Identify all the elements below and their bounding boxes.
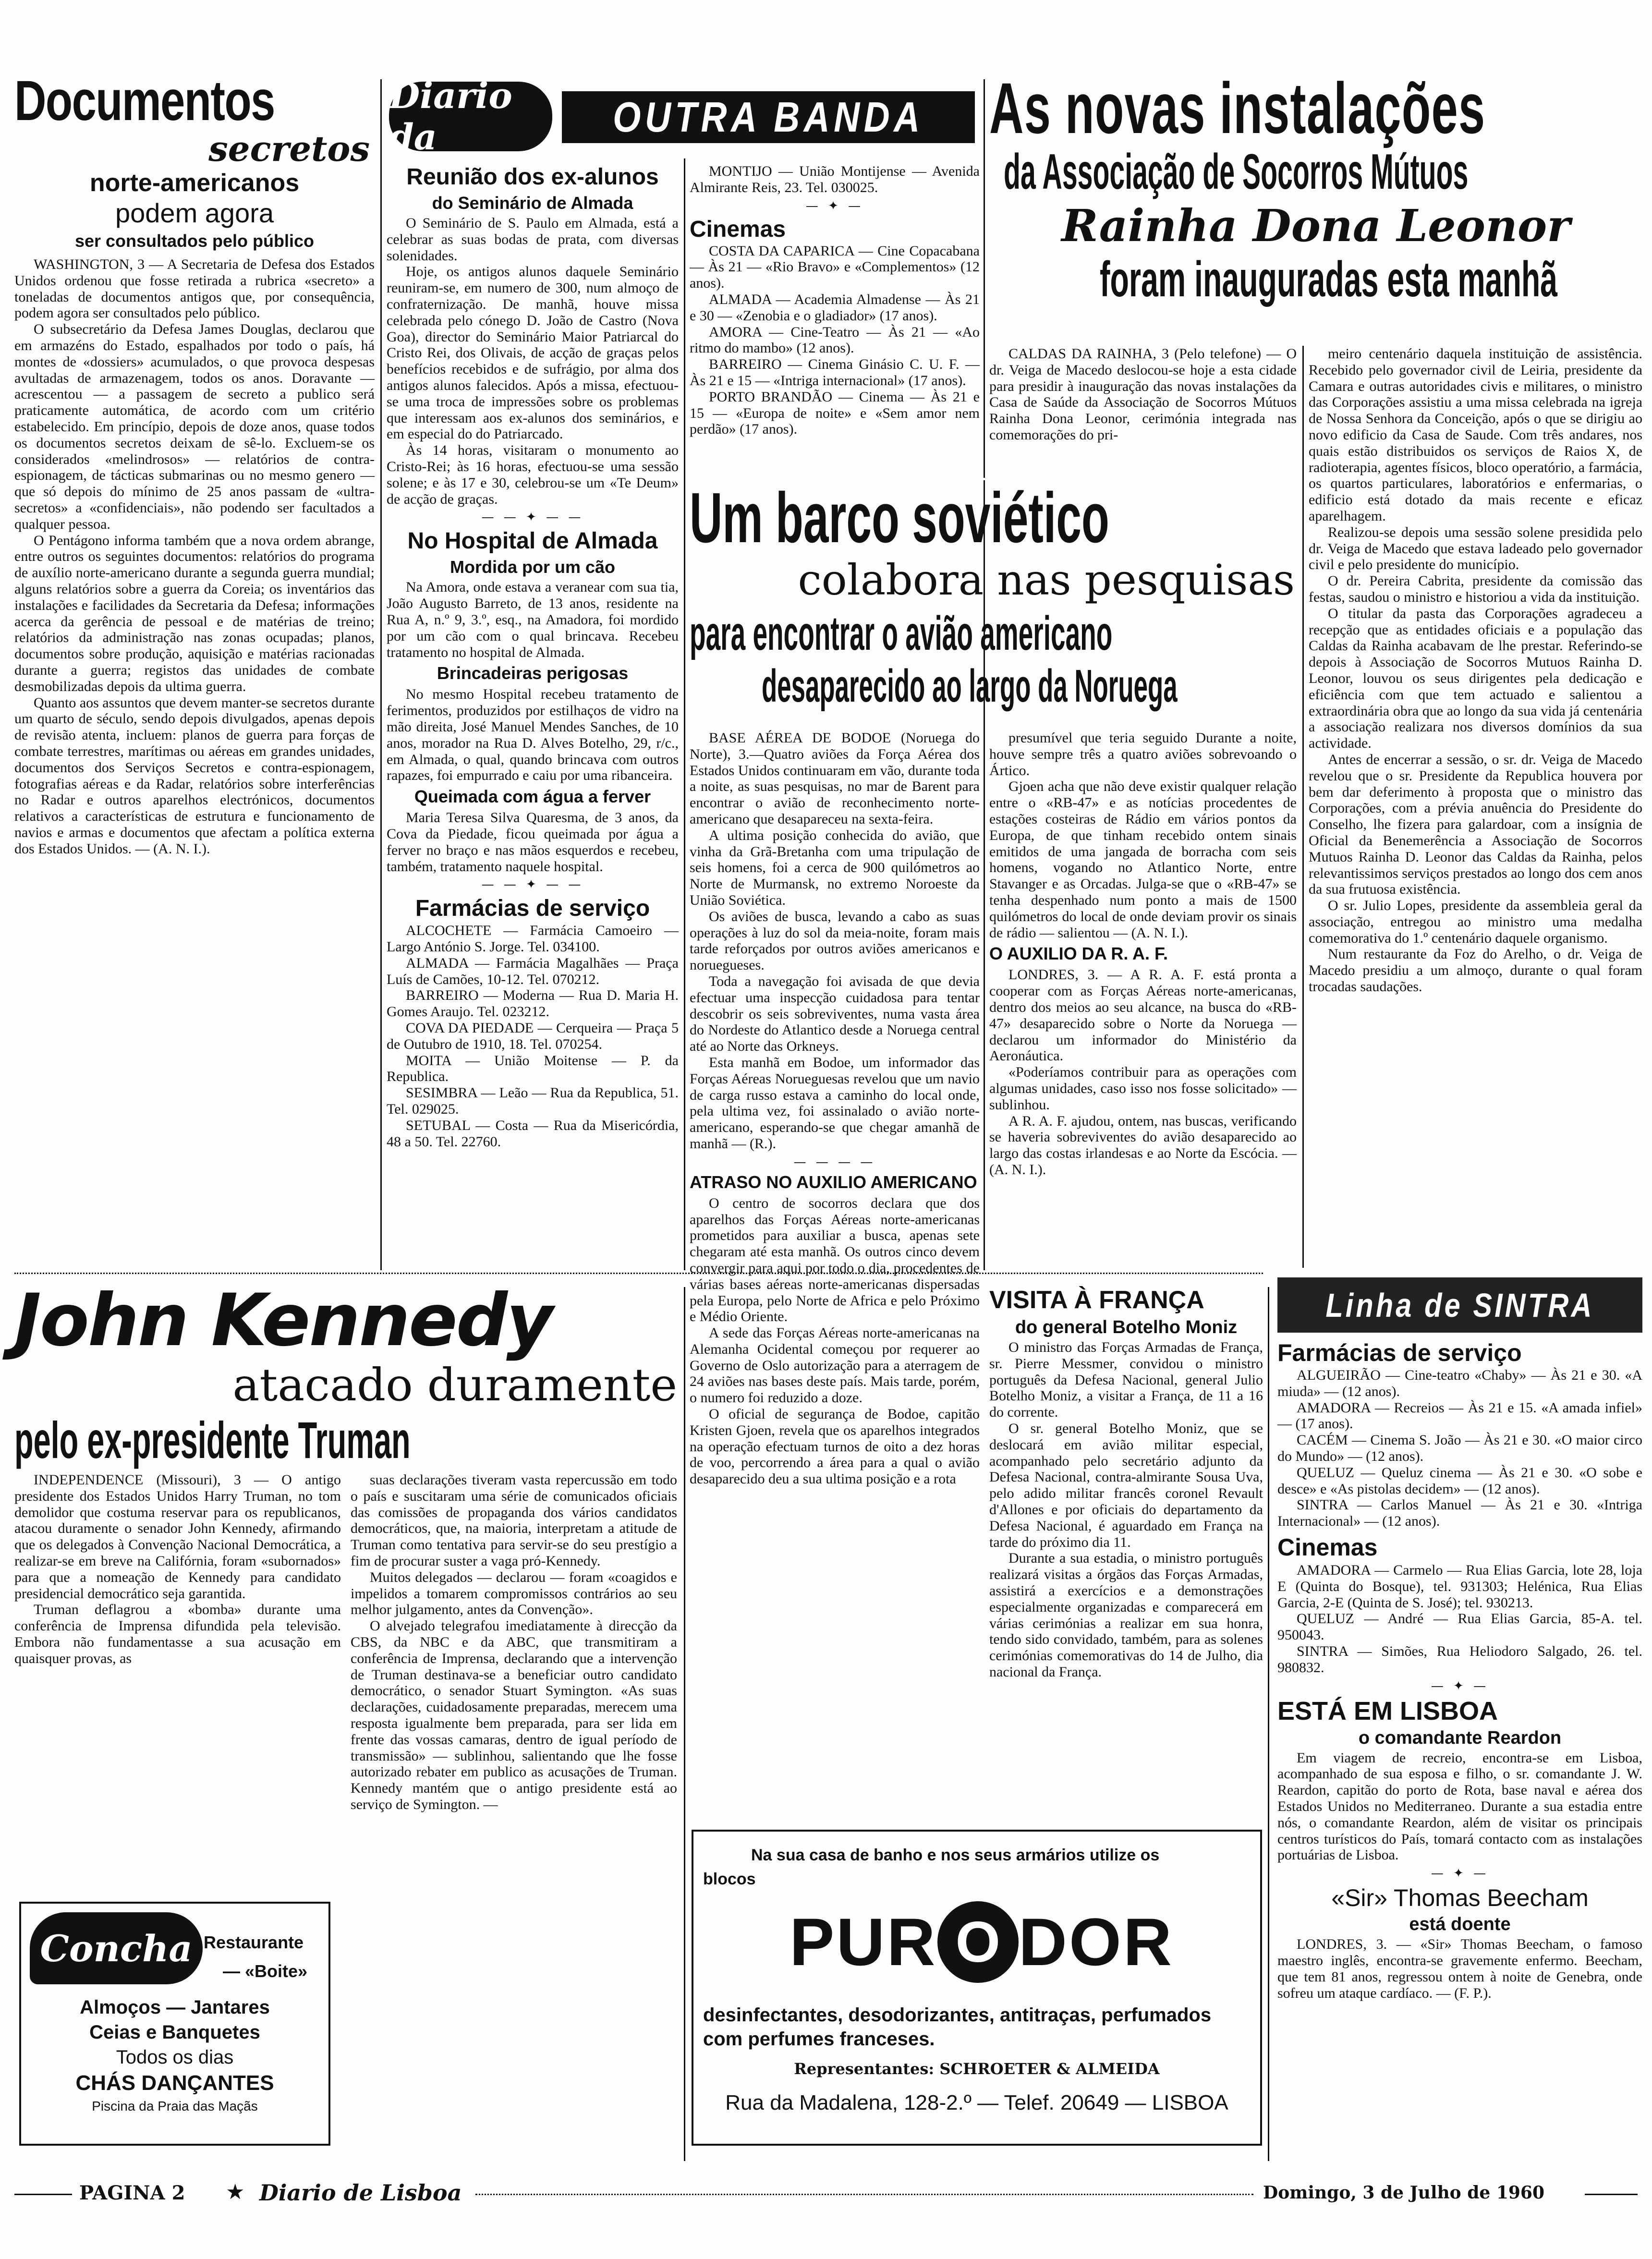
separator: — ✦ — bbox=[1431, 1678, 1489, 1693]
article-body bbox=[989, 346, 1297, 443]
paragraph: A ultima posição conhecida do avião, que vinha da Grã-Bretanha com uma tripulação de seis homens, foi a cerca de 900 quilómetros ao Norte de Murmansk, no extremo Noroeste da União Soviética. bbox=[690, 827, 980, 908]
ad-text: com perfumes franceses. bbox=[703, 2028, 935, 2050]
headline: VISITA À FRANÇA bbox=[989, 1286, 1204, 1314]
article-body bbox=[14, 1472, 341, 1667]
article-body bbox=[1277, 1936, 1642, 2001]
headline-farmacias-sintra: Farmácias de serviço bbox=[1277, 1339, 1522, 1366]
listing-item: ALCOCHETE — Farmácia Camoeiro — Largo António S. Jorge. Tel. 034100. bbox=[387, 923, 679, 955]
paragraph: Num restaurante da Foz do Arelho, o dr. Veiga de Macedo presidiu a um almoço, durante o qual foram trocadas saudações. bbox=[1309, 946, 1642, 995]
listing-item: AMORA — Cine-Teatro — Às 21 — «Ao ritmo do mambo» (12 anos). bbox=[690, 324, 980, 356]
paragraph: A R. A. F. ajudou, ontem, nas buscas, verificando se haveria sobreviventes do avião desaparecido ao largo das costas irlandesas e ao Norte da Escócia. — (A. N. I.). bbox=[989, 1113, 1297, 1178]
headline-cinemas: Cinemas bbox=[690, 216, 786, 242]
headline: pelo ex-presidente Truman bbox=[14, 1411, 411, 1469]
paragraph: Muitos delegados — declarou — foram «coagidos e impelidos a tomarem compromissos contrários ao seu melhor julgamento, antes da Convenção». bbox=[351, 1569, 677, 1618]
page-footer bbox=[14, 2178, 1642, 2211]
sintra-banner: Linha de SINTRA bbox=[1277, 1277, 1642, 1333]
ad-text: — «Boite» bbox=[223, 1961, 308, 1981]
headline: Rainha Dona Leonor bbox=[1061, 200, 1570, 252]
article-instalacoes-col2 bbox=[1309, 346, 1642, 1273]
listing-item: COSTA DA CAPARICA — Cine Copacabana — Às 21 — «Rio Bravo» e «Complementos» (12 anos). bbox=[690, 243, 980, 291]
paragraph: BASE AÉREA DE BODOE (Noruega do Norte), 3.—Quatro aviões da Força Aérea dos Estados Unidos continuaram em vão, durante toda a noite, as suas pesquisas, no mar de Barent para encontrar o avião de reconhecimento norte-americano que desapareceu na sexta-feira. bbox=[690, 730, 980, 827]
headline: John Kennedy bbox=[14, 1279, 552, 1362]
column-rule bbox=[380, 79, 382, 1270]
listing bbox=[690, 243, 980, 438]
article-body bbox=[14, 256, 375, 857]
paragraph: LONDRES, 3. — A R. A. F. está pronta a cooperar com as Forças Aéreas norte-americanas, dentro dos meios ao seu alcance, na busca do «RB-47» desaparecido sobre o Norte da Noruega — declarou um informador do Ministério da Aeronáutica. bbox=[989, 967, 1297, 1064]
listing-item: CACÉM — Cinema S. João — Às 21 e 30. «O maior circo do Mundo» — (12 anos). bbox=[1277, 1432, 1642, 1464]
paragraph: O Seminário de S. Paulo em Almada, está a celebrar as suas bodas de prata, com diversas solenidades. bbox=[387, 215, 679, 264]
article-body bbox=[387, 215, 679, 507]
ad-text: Restaurante bbox=[204, 1932, 304, 1952]
column-rule bbox=[684, 1287, 685, 2161]
paragraph: WASHINGTON, 3 — A Secretaria de Defesa dos Estados Unidos ordenou que fosse retirada a rubrica «secreto» a toneladas de documentos antigos que, por consequência, podem agora ser consultados pelo público. bbox=[14, 256, 375, 321]
subheadline: o comandante Reardon bbox=[1358, 1727, 1562, 1748]
subheadline: do general Botelho Moniz bbox=[1015, 1317, 1238, 1337]
paragraph: Antes de encerrar a sessão, o sr. dr. Veiga de Macedo revelou que o sr. Presidente da Republica houvera por bem dar deferimento à proposta que o ministro das Corporações, com a prévia anuência do Presidente do Conselho, lhe fizera para galardoar, com a insígnia de Oficial da Benemerência a Associação de Socorros Mutuos Rainha D. Leonor das Caldas da Rainha, pelos relevantissimos serviços prestados ao longo dos cem anos da sua frutuosa existência. bbox=[1309, 751, 1642, 898]
concha-logo: Concha bbox=[30, 1912, 203, 1984]
column-banda-right bbox=[690, 163, 980, 475]
article-body bbox=[351, 1472, 677, 1813]
headline: desaparecido ao largo da Noruega bbox=[762, 660, 1178, 712]
paragraph: O sr. general Botelho Moniz, que se deslocará em avião militar especial, acompanhado pelo secretário adjunto da Defesa Nacional, contra-almirante Sousa Uva, pelo adido militar francês coronel Revault d'Allones e por oficiais do departamento da Defesa Nacional, é aguardado em França na tarde do próximo dia 11. bbox=[989, 1420, 1263, 1550]
ad-concha bbox=[19, 1902, 330, 2146]
paragraph: O oficial de segurança de Bodoe, capitão Kristen Gjoen, revela que os aparelhos integrados na operação efectuam turnos de oito a dez horas de voo, percorrendo a área para a qual o avião desaparecido deu a sua ultima posição e a rota bbox=[690, 1406, 980, 1487]
paragraph: Toda a navegação foi avisada de que devia efectuar uma inspecção cuidadosa para tentar descobrir os seis sobreviventes, numa vasta área do Nordeste do Atlantico desde a Noruega central até ao Norte das Orkneys. bbox=[690, 973, 980, 1055]
column-rule bbox=[984, 79, 985, 478]
paragraph: O sr. Julio Lopes, presidente da assembleia geral da associação, entregou ao ministro uma medalha comemorativa do 1.º centenário daquele organismo. bbox=[1309, 898, 1642, 946]
ad-text: desinfectantes, desodorizantes, antitraças, perfumados bbox=[703, 2004, 1212, 2026]
listing-item: MONTIJO — União Montijense — Avenida Almirante Reis, 23. Tel. 030025. bbox=[690, 163, 980, 195]
paragraph: Gjoen acha que não deve existir qualquer relação entre o «RB-47» e as notícias procedentes de estações costeiras de Rádio em vários pontos da Europa, de que tinham recebido ontem sinais emitidos de uma jangada de borracha com seis homens, vogando no Atlantico Norte, entre Stavanger e as Orcadas. Julga-se que o «RB-47» se tenha despenhado num ponto a mais de 1500 quilómetros do local de onde deviam provir os sinais de rádio — salientou — (A. N. I.). bbox=[989, 778, 1297, 941]
article-body bbox=[690, 730, 980, 1152]
listing bbox=[1277, 1367, 1642, 1530]
article-barco-headline bbox=[690, 478, 1300, 732]
headline-hospital: No Hospital de Almada bbox=[407, 528, 658, 554]
paragraph: Em viagem de recreio, encontra-se em Lisboa, acompanhado de sua esposa e filho, o sr. comandante J. W. Reardon, capitão do porto de Rota, base naval e aérea dos Estados Unidos no Mediterraneo. Durante a sua estadia entre nós, o comandante Reardon, além de visitar os principais centros turísticos do País, tomará contacto com as instalações portuárias de Lisboa. bbox=[1277, 1749, 1642, 1863]
headline: Documentos bbox=[14, 69, 275, 133]
paragraph: Truman deflagrou a «bomba» durante uma conferência de Imprensa difundida pela televisão. Embora não fundamentasse a sua acusação em quaisquer provas, as bbox=[14, 1602, 341, 1666]
listing-item: QUELUZ — André — Rua Elias Garcia, 85-A. tel. 950043. bbox=[1277, 1611, 1642, 1643]
article-documentos bbox=[14, 69, 375, 1268]
star-icon: ★ bbox=[226, 2180, 245, 2204]
subheadline-raf: O AUXILIO DA R. A. F. bbox=[989, 944, 1168, 964]
paragraph: meiro centenário daquela instituição de assistência. Recebido pelo governador civil de Leiria, presidente da Camara e outras autoridades civis e militares, o ministro das Corporações assistiu a uma missa celebrada na igreja de Nossa Senhora da Conceição, após o que se dirigiu ao novo edificio da Casa de Saude. Com três andares, nos quais estão distribuidos os serviços de Raios X, de radioterapia, agentes físicos, bloco operatório, a farmácia, os quartos particulares, laboratórios e enfermarias, o edificio está dotado da mais recente e eficaz aparelhagem. bbox=[1309, 346, 1642, 524]
subheadline-atraso: ATRASO NO AUXILIO AMERICANO bbox=[690, 1172, 977, 1192]
listing-item: SESIMBRA — Leão — Rua da Republica, 51. Tel. 029025. bbox=[387, 1085, 679, 1117]
article-kennedy-col1 bbox=[14, 1472, 341, 1837]
listing bbox=[690, 163, 980, 196]
article-body bbox=[387, 579, 679, 660]
separator: — ✦ — bbox=[805, 198, 864, 213]
separator: — — — — bbox=[793, 1154, 876, 1169]
subheadline: Queimada com água a ferver bbox=[414, 787, 651, 807]
paragraph: Durante a sua estadia, o ministro português realizará visitas a órgãos das Forças Armadas, assistirá a exercícios e a demonstrações especialmente organizadas e comparecerá em várias cerimónias a realizar em sua honra, tendo sido convidado, também, para as solenes cerimónias comemorativas do 14 de Julho, dia nacional da França. bbox=[989, 1550, 1263, 1680]
headline: para encontrar o avião americano bbox=[690, 607, 1113, 660]
paper-name: Diario de Lisboa bbox=[259, 2180, 462, 2206]
article-body bbox=[387, 810, 679, 874]
purodor-logo: PUR O DOR bbox=[790, 1894, 1174, 1990]
listing-item: AMADORA — Recreios — Às 21 e 15. «A amada infiel» — (17 anos). bbox=[1277, 1399, 1642, 1432]
article-body bbox=[690, 1195, 980, 1487]
paragraph: Os aviões de busca, levando a cabo as suas operações à luz do sol da meia-noite, foram mais tarde reforçados por outros aviões americanos e noruegueses. bbox=[690, 908, 980, 973]
listing-item: MOITA — União Moitense — P. da Republica. bbox=[387, 1052, 679, 1085]
article-barco-col2 bbox=[989, 730, 1297, 1268]
paragraph: A sede das Forças Aéreas norte-americanas na Alemanha Ocidental começou por requerer ao Governo de Oslo autorização para a aterragem de 24 aviões nas bases deste país. Mais tarde, porém, o numero foi reduzido a doze. bbox=[690, 1325, 980, 1406]
column-banda-left bbox=[387, 163, 679, 1268]
paragraph: O titular da pasta das Corporações agradeceu a recepção que as entidades oficiais e a população das Caldas da Rainha acabavam de lhe prestar. Referindo-se depois à Associação de Socorros Mutuos Rainha D. Leonor, louvou os seus dirigentes pela dedicação e eficiência com que tem actuado e salientou a extraordinária obra que ao longo da sua vida já centenária a associação realizara nos diversos domínios da sua actividade. bbox=[1309, 605, 1642, 752]
article-body bbox=[989, 1339, 1263, 1680]
listing-item: SINTRA — Carlos Manuel — Às 21 e 30. «Intriga Internacional» — (12 anos). bbox=[1277, 1497, 1642, 1530]
separator: — — ✦ — — bbox=[481, 877, 584, 892]
article-body bbox=[387, 686, 679, 784]
headline-beecham: «Sir» Thomas Beecham bbox=[1331, 1884, 1589, 1912]
paragraph: presumível que teria seguido Durante a noite, houve sempre três a quatro aviões sobrevoando o Ártico. bbox=[989, 730, 1297, 778]
headline-esta-lisboa: ESTÁ EM LISBOA bbox=[1277, 1696, 1498, 1725]
article-kennedy-col2 bbox=[351, 1472, 677, 2159]
headline: As novas instalações bbox=[989, 68, 1486, 148]
page-number: PAGINA 2 bbox=[79, 2182, 185, 2204]
paragraph: Esta manhã em Bodoe, um informador das Forças Aéreas Norueguesas revelou que um navio de carga russo estava a caminho do local onde, pela ultima vez, foi assinalado o avião norte-americano, esperando-se que chegar amanhã de manhã — (R.). bbox=[690, 1054, 980, 1152]
article-body bbox=[989, 967, 1297, 1178]
listing bbox=[1277, 1562, 1642, 1676]
headline-italic: secretos bbox=[208, 128, 370, 169]
listing-item: ALGUEIRÃO — Cine-teatro «Chaby» — Às 21 e 30. «A miuda» — (12 anos). bbox=[1277, 1367, 1642, 1399]
article-barco-col1 bbox=[690, 730, 980, 1487]
article-body bbox=[989, 730, 1297, 941]
listing-item: BARREIRO — Cinema Ginásio C. U. F. — Às 21 e 15 — «Intriga internacional» (17 anos). bbox=[690, 356, 980, 389]
diario-logo: Diario da bbox=[389, 82, 552, 151]
paragraph: LONDRES, 3. — «Sir» Thomas Beecham, o famoso maestro inglês, encontra-se gravemente enfermo. Beecham, que tem 81 anos, regressou ontem à noite de Genebra, onde sofreu um ataque cardíaco. — (F. P.). bbox=[1277, 1936, 1642, 2001]
ad-text: Rua da Madalena, 128-2.º — Telef. 20649 — LISBOA bbox=[725, 2091, 1228, 2114]
paragraph: No mesmo Hospital recebeu tratamento de ferimentos, produzidos por estilhaços de vidro na mão direita, José Manuel Mendes Sanches, de 10 anos, morador na Rua D. Alves Botelho, 29, r/c., em Almada, o qual, quando brincava com outros rapazes, foi empurrado e caiu por uma ribanceira. bbox=[387, 686, 679, 784]
ad-purodor bbox=[692, 1830, 1262, 2146]
listing bbox=[387, 923, 679, 1150]
paragraph: O dr. Pereira Cabrita, presidente da comissão das festas, saudou o ministro e historiou a vida da instituição. bbox=[1309, 573, 1642, 605]
listing-item: AMADORA — Carmelo — Rua Elias Garcia, lote 28, loja E (Quinta do Bosque), tel. 931303; Helénica, Rua Elias Garcia, 2-E (Quinta de S. José); tel. 930213. bbox=[1277, 1562, 1642, 1611]
paragraph: O subsecretário da Defesa James Douglas, declarou que em armazéns do Estado, espalhados por todo o país, há montes de «dossiers» acumulados, o que provoca despesas avultadas de armazenagem, todos os anos. Doravante — acrescentou — a passagem de secreto a publico será praticamente automática, de acordo com um critério estabelecido. Em princípio, depois de doze anos, quase todos os documentos secretos deixam de sê-lo. Excluem-se os considerados «melindrosos» — relatórios de contra-espionagem, de tácticas submarinas ou no mesmo genero — que só depois do mínimo de 25 anos passam de «ultra-secretos» a «confidenciais», não podendo ser facultados a qualquer pessoa. bbox=[14, 321, 375, 532]
article-visita bbox=[989, 1285, 1263, 1680]
paragraph: Às 14 horas, visitaram o monumento ao Cristo-Rei; às 16 horas, efectuou-se uma sessão solene; e às 17 e 30, celebrou-se um «Te Deum» de acção de graças. bbox=[387, 442, 679, 507]
separator: — — ✦ — — bbox=[481, 510, 584, 525]
paragraph: INDEPENDENCE (Missouri), 3 — O antigo presidente dos Estados Unidos Harry Truman, no tom demolidor que costuma reservar para os republicanos, atacou duramente o senador John Kennedy, afirmando que os delegados à Convenção Nacional Democrática, a realizar-se em breve na Califórnia, foram «subornados» para que a nomeação de Kennedy para candidato presidencial democrático seja garantida. bbox=[14, 1472, 341, 1602]
page-date: Domingo, 3 de Julho de 1960 bbox=[1263, 2183, 1545, 2203]
ad-text: Na sua casa de banho e nos seus armários utilize os bbox=[751, 1846, 1160, 1864]
article-body bbox=[1277, 1750, 1642, 1864]
paragraph: suas declarações tiveram vasta repercussão em todo o país e suscitaram uma série de comunicados oficiais das comissões de propaganda dos vários candidatos democráticos, que, na maioria, interpretam a atitude de Truman como tentativa para servir-se do seu prestígio a fim de procurar suster a vaga pró-Kennedy. bbox=[351, 1472, 677, 1569]
section-header-banda bbox=[389, 77, 977, 156]
paragraph: O alvejado telegrafou imediatamente à direcção da CBS, da NBC e da ABC, que transmitiram a conferência de Imprensa, declarando que a intervenção de Truman destinava-se a beneficiar outro candidato democrático, o senador Stuart Symington. «As suas declarações, cuidadosamente preparadas, merecem uma resposta igualmente bem preparada, para ser lida em frente das vossas camaras, dentro de igual período de transmissão» — sublinhou, salientando que lhe fosse autorizado rebater em publico as acusações de Truman. Kennedy mantém que o antigo presidente está ao serviço de Symington. — bbox=[351, 1618, 677, 1812]
article-body bbox=[1309, 346, 1642, 995]
section-separator bbox=[14, 1273, 1263, 1274]
subheadline: ser consultados pelo público bbox=[74, 231, 315, 251]
subheadline: está doente bbox=[1409, 1914, 1511, 1935]
ad-text: blocos bbox=[703, 1870, 756, 1888]
paragraph: Quanto aos assuntos que devem manter-se secretos durante um quarto de século, sendo depois divulgados, apenas depois de revisão atenta, incluem: planos de guerra para forças de combate terrestres, marítimas ou aéreas em grandes unidades, documentos dos Serviços Secretos e contra-espionagem, fotografias aéreas e da Radar, relatórios sobre interferências no Radar e outros aparelhos electrónicos, documentos relativos a características de estrutura e funcionamento de navios e armas e documentos que afectam a política externa dos Estados Unidos. — (A. N. I.). bbox=[14, 694, 375, 857]
subheadline: Brincadeiras perigosas bbox=[437, 663, 629, 683]
paragraph: O ministro das Forças Armadas de França, sr. Pierre Messmer, convidou o ministro português da Defesa Nacional, general Julio Botelho Moniz, a visitar a França, de 11 a 16 do corrente. bbox=[989, 1339, 1263, 1421]
paragraph: Hoje, os antigos alunos daquele Seminário reuniram-se, em numero de 300, num almoço de confraternização. De manhã, houve missa celebrada pelo cónego D. João de Castro (Nova Goa), director do Seminário Maior Patriarcal do Cristo Rei, dos Olivais, de acção de graças pelos benefícios recebidos e de sufrágio, por alma dos antigos alunos falecidos. Após a missa, efectuou-se uma troca de impressões sobre os problemas que interessam aos ex-alunos dos seminários, e em especial do do Patriarcado. bbox=[387, 264, 679, 442]
subheadline: norte-americanos bbox=[89, 169, 300, 197]
headline: colabora nas pesquisas bbox=[798, 555, 1295, 605]
subheadline: podem agora bbox=[115, 198, 274, 228]
subheadline-reuniao: do Seminário de Almada bbox=[432, 193, 633, 213]
headline: atacado duramente bbox=[232, 1359, 677, 1411]
column-rule bbox=[1268, 1287, 1269, 2161]
article-instalacoes-col1 bbox=[989, 346, 1297, 480]
separator: — ✦ — bbox=[1431, 1866, 1489, 1881]
listing-item: COVA DA PIEDADE — Cerqueira — Praça 5 de Outubro de 1910, 18. Tel. 070254. bbox=[387, 1020, 679, 1052]
paragraph: O centro de socorros declara que dos aparelhos das Forças Aéreas norte-americanas prometidos para auxiliar a busca, apenas sete chegaram até esta manhã. Os outros cinco devem convergir para aqui por todo o dia, procedentes de várias bases aéreas norte-americanas dispersadas pela Europa, pelo Norte de Africa e pelo Próximo e Médio Oriente. bbox=[690, 1195, 980, 1325]
subheadline-hospital: Mordida por um cão bbox=[449, 557, 616, 577]
paragraph: CALDAS DA RAINHA, 3 (Pelo telefone) — O dr. Veiga de Macedo deslocou-se hoje a esta cidade para presidir à inauguração das novas instalações da Casa de Saúde da Associação de Socorros Mútuos Rainha Dona Leonor, cerimónia integrada nas comemorações do pri- bbox=[989, 346, 1297, 443]
headline: da Associação de Socorros Mútuos bbox=[1004, 144, 1469, 200]
outra-banda-banner: OUTRA BANDA bbox=[562, 91, 975, 143]
column-sintra bbox=[1277, 1277, 1642, 2156]
headline-farmacias: Farmácias de serviço bbox=[415, 896, 650, 922]
ad-body: Almoços — Jantares Ceias e Banquetes Todos os dias CHÁS DANÇANTES Piscina da Praia das Maçãs bbox=[75, 1997, 274, 2113]
column-rule bbox=[684, 158, 685, 1270]
listing-item: BARREIRO — Moderna — Rua D. Maria H. Gomes Araujo. Tel. 023212. bbox=[387, 987, 679, 1020]
listing-item: SETUBAL — Costa — Rua da Misericórdia, 48 a 50. Tel. 22760. bbox=[387, 1117, 679, 1150]
ad-text: Representantes: SCHROETER & ALMEIDA bbox=[794, 2060, 1160, 2078]
headline-reuniao: Reunião dos ex-alunos bbox=[406, 164, 659, 190]
listing-item: SINTRA — Simões, Rua Heliodoro Salgado, 26. tel. 980832. bbox=[1277, 1643, 1642, 1676]
paragraph: Realizou-se depois uma sessão solene presidida pelo dr. Veiga de Macedo que estava ladeado pelo governador civil e pelo presidente do município. bbox=[1309, 524, 1642, 573]
listing-item: QUELUZ — Queluz cinema — Às 21 e 30. «O sobe e desce» e «As pistolas decidem» — (12 anos). bbox=[1277, 1464, 1642, 1497]
headline-cinemas-sintra: Cinemas bbox=[1277, 1533, 1378, 1561]
column-rule bbox=[1302, 346, 1304, 1268]
paragraph: «Poderíamos contribuir para as operações com algumas unidades, caso isso nos fosse solicitado» — sublinhou. bbox=[989, 1064, 1297, 1113]
headline: foram inauguradas esta manhã bbox=[1100, 252, 1558, 307]
headline: Um barco soviético bbox=[690, 478, 1109, 558]
listing-item: PORTO BRANDÃO — Cinema — Às 21 e 15 — «Europa de noite» e «Sem amor nem perdão» (17 anos). bbox=[690, 389, 980, 437]
listing-item: ALMADA — Farmácia Magalhães — Praça Luís de Camões, 10-12. Tel. 070212. bbox=[387, 955, 679, 987]
listing-item: ALMADA — Academia Almadense — Às 21 e 30 — «Zenobia e o gladiador» (17 anos). bbox=[690, 291, 980, 324]
paragraph: Maria Teresa Silva Quaresma, de 3 anos, da Cova da Piedade, ficou queimada por água a ferver no braço e nas mãos esquerdos e recebeu, também, tratamento naquele hospital. bbox=[387, 810, 679, 874]
paragraph: O Pentágono informa também que a nova ordem abrange, entre outros os seguintes documentos: relatórios do programa de auxílio norte-americano durante a segunda guerra mundial; alguns relatórios sobre a guerra da Coreia; os inventários das instalações e facilidades da Secretaria da Defesa; informações acerca da gerência de pessoal e de matérias de treino; relatórios da administração nas zonas ocupadas; planos, documentos sobre produção, aquisição e matérias racionadas durante a guerra; registos das unidades de combate desmobilizadas depois da ultima guerra. bbox=[14, 532, 375, 694]
paragraph: Na Amora, onde estava a veranear com sua tia, João Augusto Barreto, de 13 anos, residente na Rua A, n.º 9, 3.º, esq., na Amadora, foi mordido por um cão com o qual brincava. Recebeu tratamento no hospital de Almada. bbox=[387, 579, 679, 660]
